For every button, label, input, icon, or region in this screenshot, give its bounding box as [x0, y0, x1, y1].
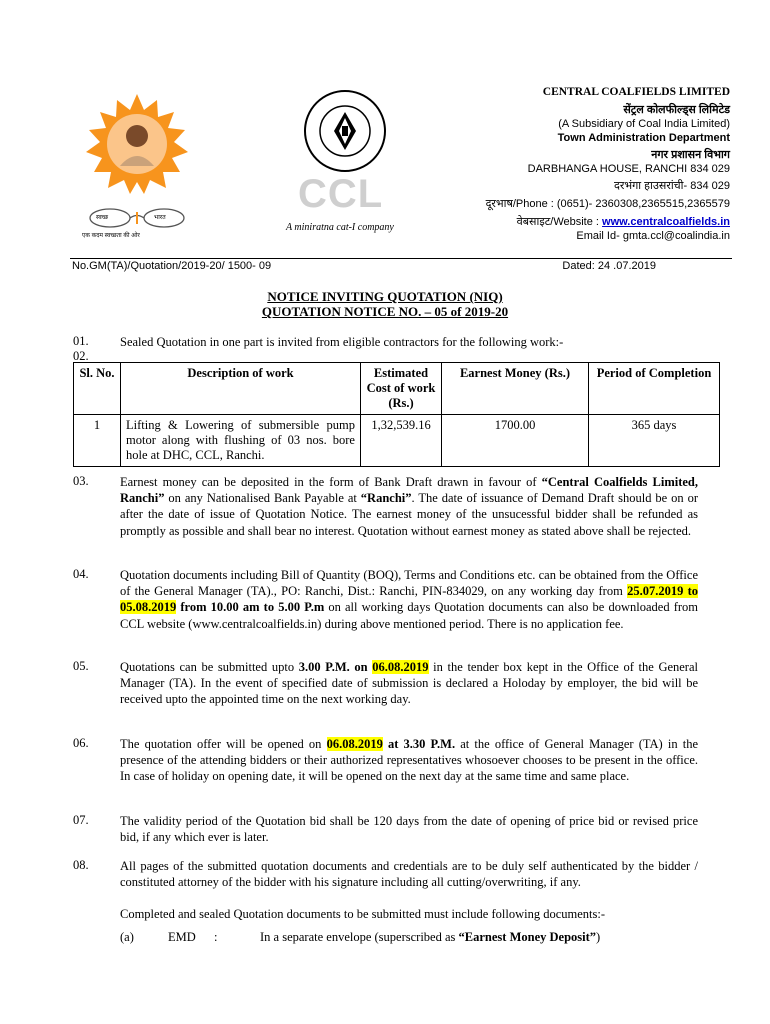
cell-estimated-cost: 1,32,539.16	[361, 415, 442, 467]
para-06-time: at 3.30 P.M.	[382, 737, 456, 751]
coal-india-emblem	[300, 86, 390, 176]
para-02-number: 02.	[73, 349, 89, 363]
notice-title: NOTICE INVITING QUOTATION (NIQ)	[267, 289, 503, 304]
emd-item	[120, 930, 601, 945]
para-06-part2: at the office of General Manager (TA) in the presence of the attending bidders or their authorized representatives whosoever chooses to be present in the office. In case of holiday on opening date, it will be opened on the next day at the same time and same place.	[120, 737, 698, 784]
para-04-part1: Quotation documents including Bill of Quantity (BOQ), Terms and Conditions etc. can be obtained from the Office of the General Manager (TA)., PO: Ranchi, Dist.: Ranchi, PIN-834029, on any working day from	[120, 568, 698, 599]
cell-sl-no: 1	[74, 415, 121, 467]
para-05-part2: in the tender box kept in the Office of the General Manager (TA). In the event of specified date of submission is declared a Holoday by employer, the bid will be received upto the appointed time on the next working day.	[120, 660, 698, 707]
website-label: वेबसाइट/Website :	[516, 216, 603, 228]
emd-item-end: )	[596, 930, 601, 944]
swachh-bharat-logo	[82, 92, 192, 240]
address-hi: दरभंगा हाउसरांची- 834 029	[614, 180, 730, 192]
emd-item-bold: “Earnest Money Deposit”	[458, 930, 597, 944]
emd-item-name: EMD	[168, 930, 196, 944]
para-06-part1: The quotation offer will be opened on	[120, 737, 327, 751]
col-header-period: Period of Completion	[589, 363, 720, 415]
phone-line: दूरभाष/Phone : (0651)- 2360308,2365515,2365579	[485, 198, 730, 210]
col-header-estimated-cost: Estimated Cost of work (Rs.)	[361, 363, 442, 415]
para-05-number: 05.	[73, 659, 89, 673]
intro-text: Sealed Quotation in one part is invited from eligible contractors for the following work:-	[120, 335, 564, 349]
subsidiary-line: (A Subsidiary of Coal India Limited)	[558, 118, 730, 130]
para-04-part2: on all working days Quotation documents can also be downloaded from CCL website (www.centralcoalfields.in) during above mentioned period. There is no application fee.	[120, 600, 698, 631]
ccl-tagline: A miniratna cat-I company	[286, 222, 394, 233]
emd-item-colon: :	[214, 930, 218, 944]
email-line: Email Id- gmta.ccl@coalindia.in	[576, 230, 730, 242]
table-row	[74, 415, 720, 467]
para-04-date-range: 25.07.2019 to 05.08.2019	[120, 584, 698, 615]
para-06-number: 06.	[73, 736, 89, 750]
col-header-description: Description of work	[121, 363, 361, 415]
para-07-text: The validity period of the Quotation bid shall be 120 days from the date of opening of price bid or revised price bid, if any which ever is later.	[120, 814, 698, 845]
notice-date: Dated: 24 .07.2019	[562, 260, 656, 272]
website-link[interactable]: www.centralcoalfields.in	[602, 216, 730, 228]
reference-number: No.GM(TA)/Quotation/2019-20/ 1500- 09	[72, 260, 272, 272]
ccl-wordmark: CCL	[298, 172, 384, 216]
para-05-date: 06.08.2019	[372, 660, 429, 674]
para-06-text	[120, 736, 698, 785]
para-07-number: 07.	[73, 813, 89, 827]
para-04-time-range: from 10.00 am to 5.00 P.m	[176, 600, 325, 615]
emd-item-text: In a separate envelope (superscribed as	[260, 930, 459, 944]
company-name-hi: सेंट्रल कोलफील्ड्स लिमिटेड	[623, 104, 730, 116]
header-divider	[70, 258, 732, 259]
work-table	[73, 362, 720, 467]
cell-period: 365 days	[589, 415, 720, 467]
para-03-payee: “Central Coalfields Limited, Ranchi”	[120, 475, 699, 506]
para-05-text	[120, 659, 698, 708]
address-en: DARBHANGA HOUSE, RANCHI 834 029	[527, 163, 730, 175]
para-04-text	[120, 567, 698, 632]
para-03-part2: on any Nationalised Bank Payable at	[164, 491, 361, 506]
para-05-part1: Quotations can be submitted upto	[120, 660, 299, 674]
cell-earnest-money: 1700.00	[442, 415, 589, 467]
para-03-number: 03.	[73, 474, 89, 488]
department-en: Town Administration Department	[557, 132, 730, 144]
sbm-slogan: एक कदम स्वच्छता की ओर	[82, 233, 140, 239]
sbm-right-word: भारत	[154, 215, 166, 221]
website-line	[517, 214, 730, 229]
notice-number: QUOTATION NOTICE NO. – 05 of 2019-20	[261, 304, 509, 319]
para-03-part3: . The date of issuance of Demand Draft should be on or after the date of issue of Quotation Notice. The earnest money of the unsucessful bidder shall be refunded as promptly as possible and shall bear no interest. Quotation without earnest money as stated above shall be rejected.	[120, 491, 699, 538]
para-06-date: 06.08.2019	[326, 737, 383, 751]
para-08-text: All pages of the submitted quotation documents and credentials are to be duly self authenticated by the bidder / constituted attorney of the bidder with his signature including all cutting/overwriting, if any.	[120, 859, 698, 890]
para-03-text	[120, 474, 698, 539]
emd-item-label: (a)	[120, 930, 134, 944]
department-hi: नगर प्रशासन विभाग	[651, 149, 730, 161]
para-04-number: 04.	[73, 567, 89, 581]
coal-tower-icon	[334, 112, 356, 150]
para-08-number: 08.	[73, 858, 89, 872]
emd-item-desc	[260, 930, 600, 945]
para-03-part1: Earnest money can be deposited in the form of Bank Draft drawn in favour of	[120, 475, 542, 489]
company-name-en: CENTRAL COALFIELDS LIMITED	[542, 86, 730, 98]
para-08-text2: Completed and sealed Quotation documents to be submitted must include following documents:-	[120, 907, 605, 921]
col-header-sl-no: Sl. No.	[74, 363, 121, 415]
col-header-earnest-money: Earnest Money (Rs.)	[442, 363, 589, 415]
para-01-number: 01.	[73, 334, 89, 348]
para-03-payable-at: “Ranchi”	[360, 491, 412, 506]
table-header-row	[74, 363, 720, 415]
cell-description: Lifting & Lowering of submersible pump motor along with flushing of 03 nos. bore hole at DHC, CCL, Ranchi.	[121, 415, 361, 467]
sbm-left-word: स्वच्छ	[96, 215, 109, 221]
para-05-time: 3.00 P.M. on	[298, 660, 373, 674]
